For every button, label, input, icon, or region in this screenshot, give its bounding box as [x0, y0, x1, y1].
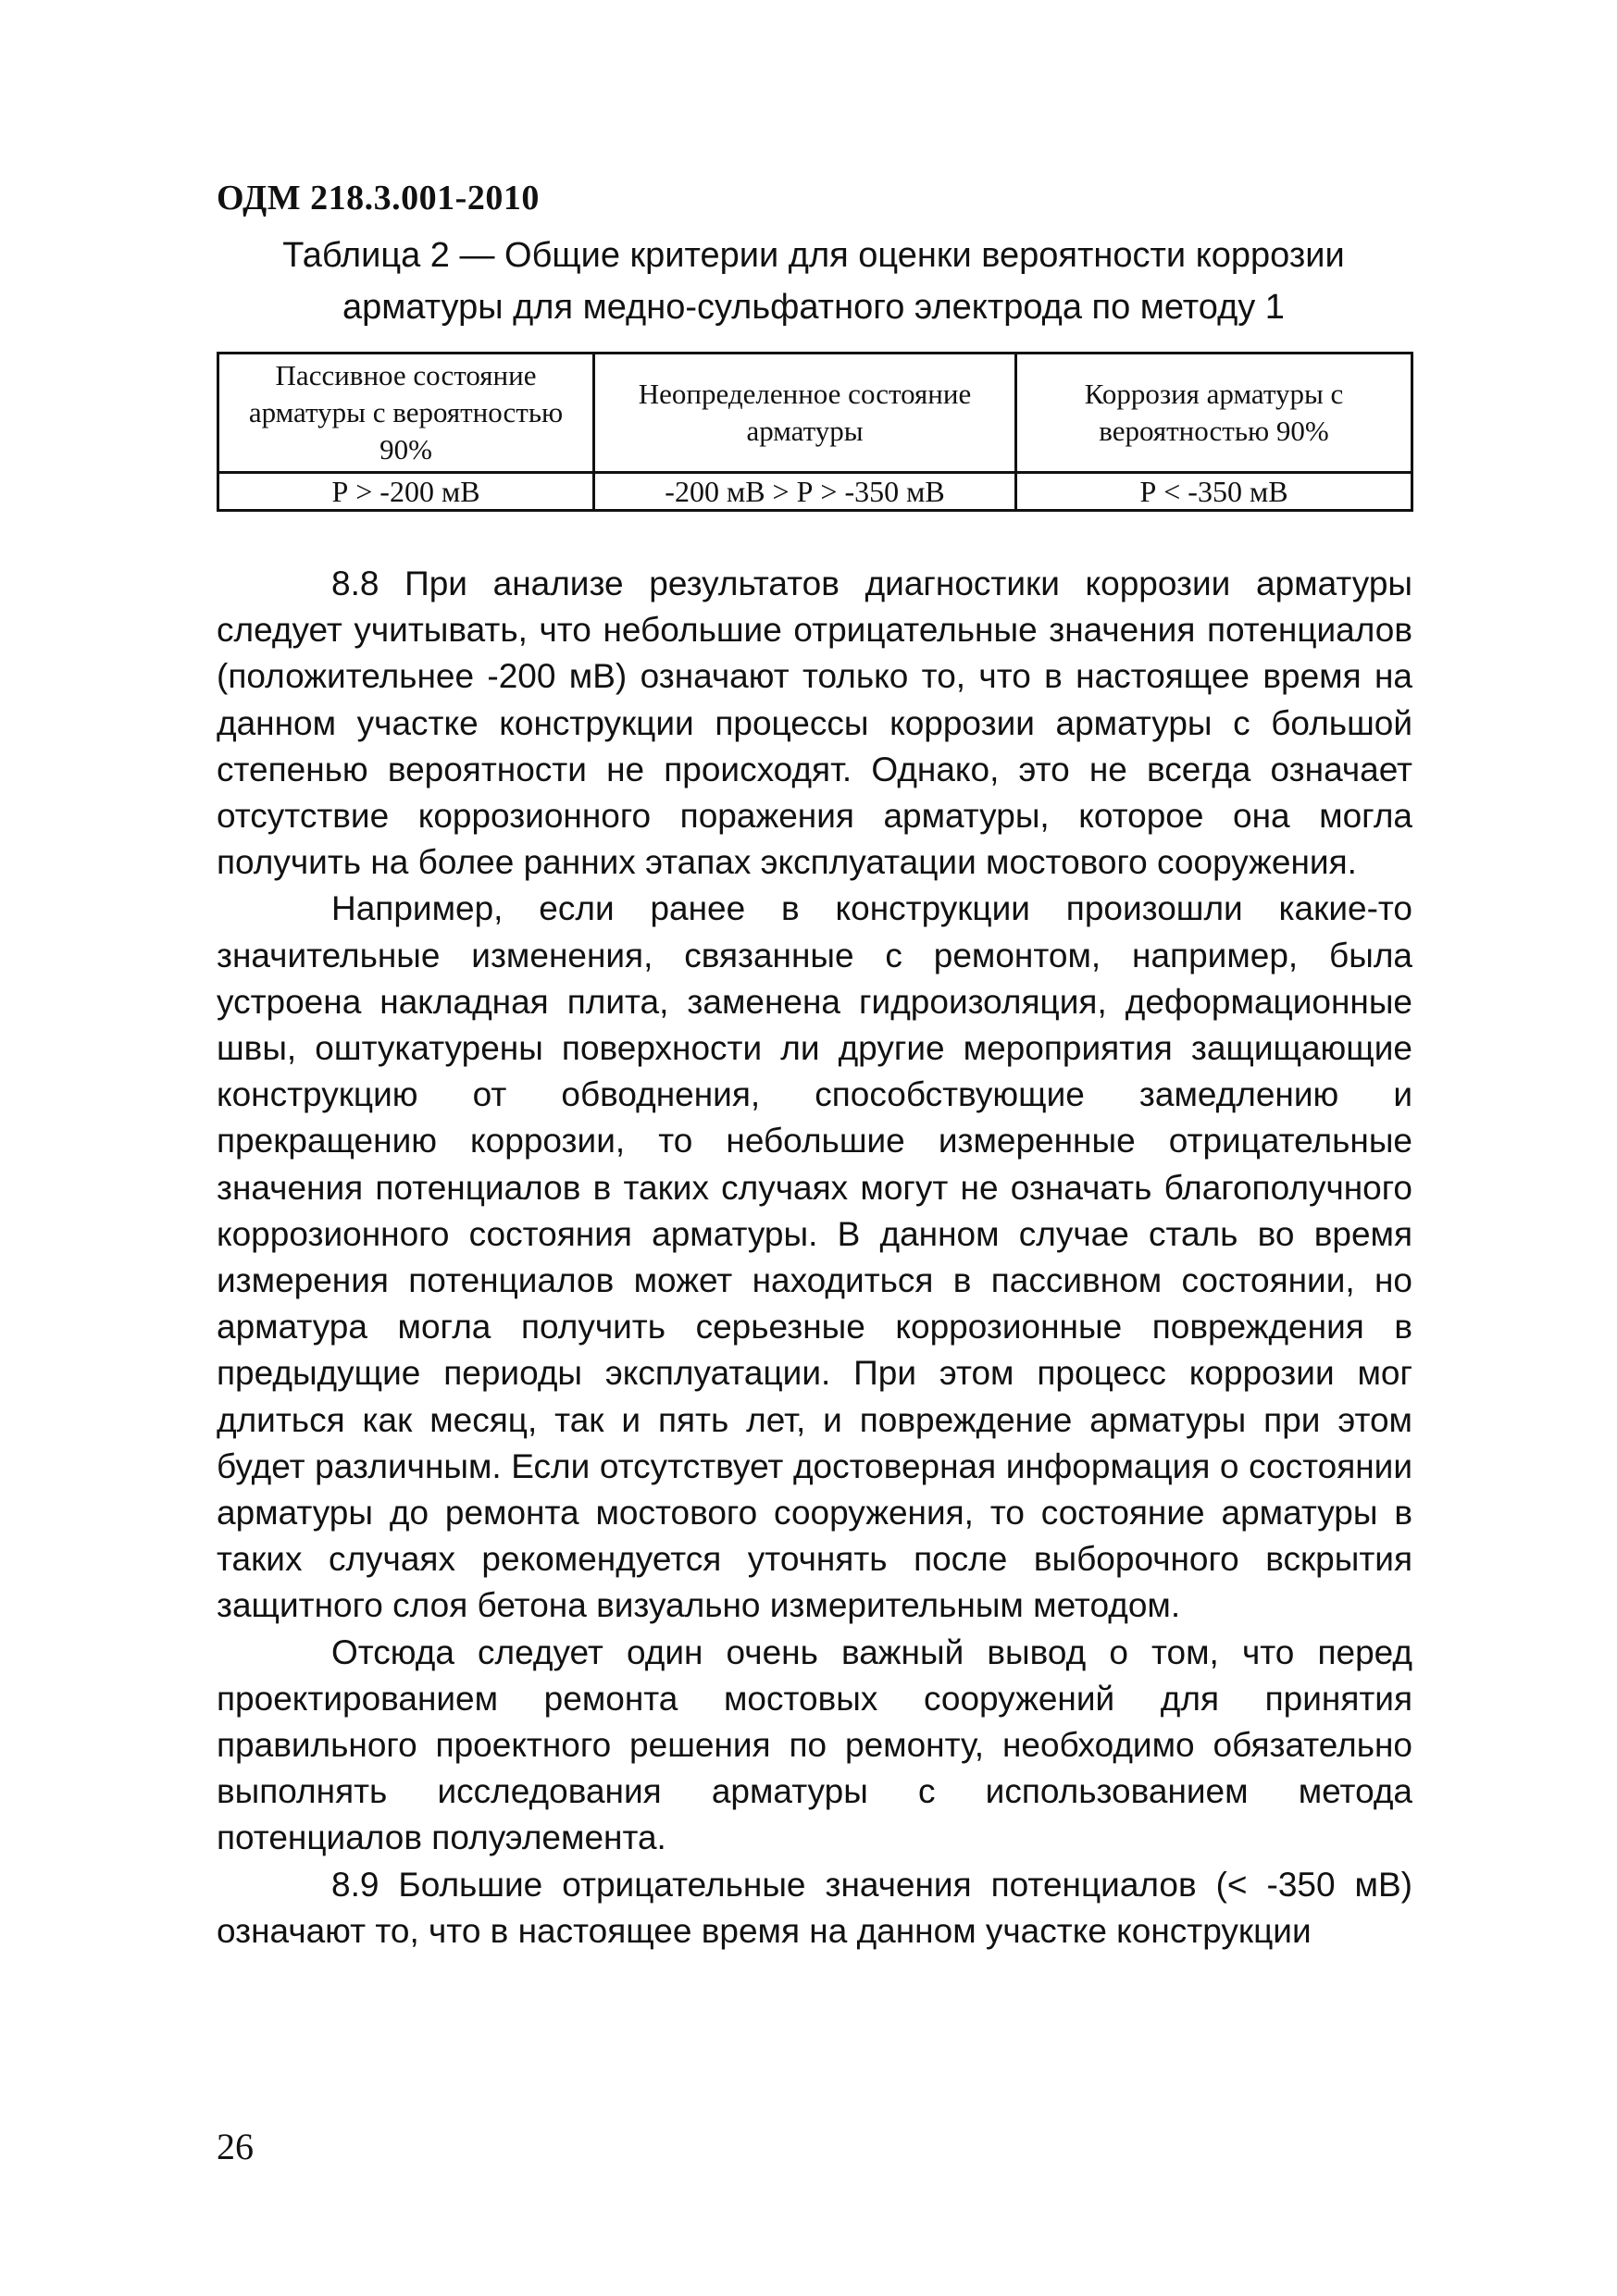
table-caption-line-1: Таблица 2 — Общие критерии для оценки вероятности коррозии	[282, 236, 1345, 275]
body-text	[217, 561, 1412, 1955]
value-passive-state: Р > -200 мВ	[218, 473, 594, 511]
table-caption-line-2: арматуры для медно-сульфатного электрода по методу 1	[342, 288, 1285, 327]
table-caption	[217, 230, 1411, 333]
paragraph-8-9: 8.9 Большие отрицательные значения потенциалов (< -350 мВ) означают то, что в настоящее время на данном участке конструкции	[217, 1865, 1412, 1950]
paragraph-conclusion: Отсюда следует один очень важный вывод о том, что перед проектированием ремонта мостовых сооружений для принятия правильного проектного решения по ремонту, необходимо обязательно выполнять исследования арматуры с использованием метода потенциалов полуэлемента.	[217, 1632, 1412, 1857]
header-passive-state: Пассивное состояние арматуры с вероятностью 90%	[218, 354, 594, 473]
table-value-row	[218, 473, 1412, 511]
paragraph-8-8: 8.8 При анализе результатов диагностики коррозии арматуры следует учитывать, что небольшие отрицательные значения потенциалов (положительнее -200 мВ) означают только то, что в настоящее время на данном участке конструкции процессы коррозии арматуры с большой степенью вероятности не происходят. Однако, это не всегда означает отсутствие коррозионного поражения арматуры, которое она могла получить на более ранних этапах эксплуатации мостового сооружения.	[217, 565, 1412, 882]
header-corrosion-state: Коррозия арматуры с вероятностью 90%	[1016, 354, 1412, 473]
value-undefined-state: -200 мВ > Р > -350 мВ	[594, 473, 1016, 511]
table-header-row	[218, 354, 1412, 473]
paragraph-example: Например, если ранее в конструкции произошли какие-то значительные изменения, связанные с ремонтом, например, была устроена накладная плита, заменена гидроизоляция, деформационные швы, оштукатурены поверхности ли другие мероприятия защищающие конструкцию от обводнения, способствующие замедлению и прекращению коррозии, то небольшие измеренные отрицательные значения потенциалов в таких случаях могут не означать благополучного коррозионного состояния арматуры. В данном случае сталь во время измерения потенциалов может находиться в пассивном состоянии, но арматура могла получить серьезные коррозионные повреждения в предыдущие периоды эксплуатации. При этом процесс коррозии мог длиться как месяц, так и пять лет, и повреждение арматуры при этом будет различным. Если отсутствует достоверная информация о состоянии арматуры до ремонта мостового сооружения, то состояние арматуры в таких случаях рекомендуется уточнять после выборочного вскрытия защитного слоя бетона визуально измерительным методом.	[217, 889, 1412, 1625]
document-code: ОДМ 218.3.001-2010	[217, 179, 540, 217]
value-corrosion-state: Р < -350 мВ	[1016, 473, 1412, 511]
criteria-table	[217, 352, 1413, 512]
page-number: 26	[217, 2126, 254, 2167]
header-undefined-state: Неопределенное состояние арматуры	[594, 354, 1016, 473]
